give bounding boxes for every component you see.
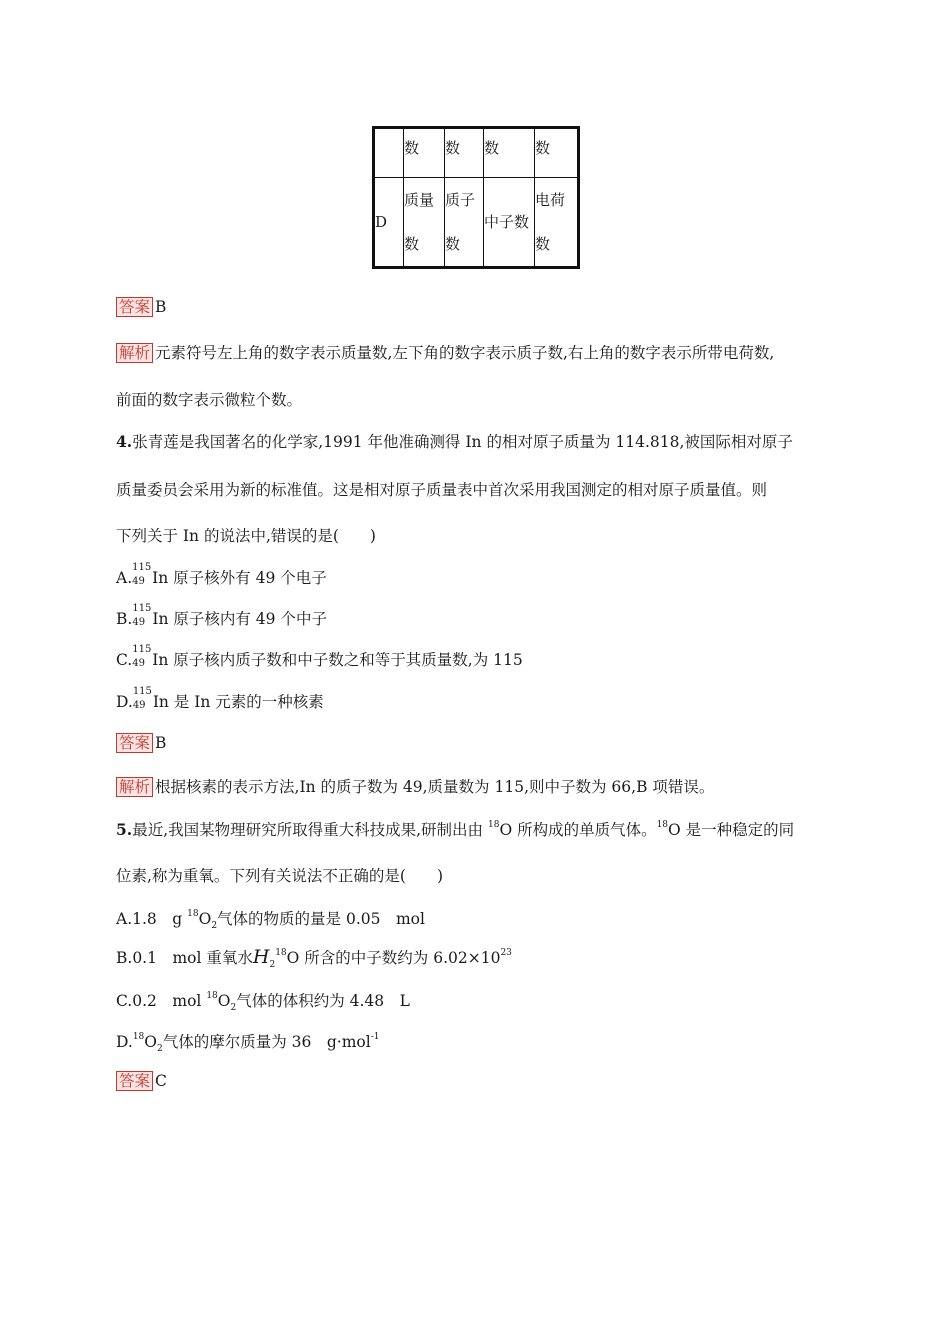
- table-cell: 质量 数: [404, 178, 445, 268]
- table-cell: 电荷 数: [535, 178, 579, 268]
- q4-stem-l2: 质量委员会采用为新的标准值。这是相对原子质量表中首次采用我国测定的相对原子质量值。则: [116, 481, 768, 499]
- table-cell: 质子 数: [445, 178, 484, 268]
- analysis-tag: 解析: [116, 343, 153, 363]
- table-cell: [374, 128, 404, 178]
- answer-tag: 答案: [116, 733, 153, 753]
- analysis-tag: 解析: [116, 777, 153, 797]
- q5-option-d: $D.^{18}O_2$气体的摩尔质量为 36 g·mol$^{-1}$: [116, 1032, 380, 1054]
- q3-analysis-cont: 前面的数字表示微粒个数。: [116, 391, 303, 409]
- table-cell: 数: [445, 128, 484, 178]
- q5-option-c: C.0.2 mol $^{18}O_2$气体的体积约为 4.48 L: [116, 991, 410, 1013]
- answer-tag: 答案: [116, 297, 153, 317]
- table-cell: 中子数: [484, 178, 535, 268]
- q3-analysis: 解析 元素符号左上角的数字表示质量数,左下角的数字表示质子数,右上角的数字表示所带电荷数,: [116, 341, 774, 363]
- q4-option-b: B. 115 49 In 原子核内有 49 个中子: [116, 603, 327, 628]
- table-cell: 数: [404, 128, 445, 178]
- q4-analysis: 解析 根据核素的表示方法,In 的质子数为 49,质量数为 115,则中子数为 66,B 项错误。: [116, 775, 714, 797]
- table-row-label: D: [374, 178, 404, 268]
- q4-option-c: C. 115 49 In 原子核内质子数和中子数之和等于其质量数,为 115: [116, 644, 523, 669]
- table-cell: 数: [484, 128, 535, 178]
- q5-option-b: B.0.1 mol 重氧水$H_2^{18}O$ 所含的中子数约为 $6.02\times 10^{23}$: [116, 946, 512, 970]
- q5-stem: 5.最近,我国某物理研究所取得重大科技成果,研制出由 $^{18}$O 所构成的单质气体。$^{18}$O 是一种稳定的同: [116, 820, 795, 839]
- q5-answer: 答案 C: [116, 1071, 167, 1091]
- answer-tag: 答案: [116, 1071, 153, 1091]
- q4-option-d: D. 115 49 In 是 In 元素的一种核素: [116, 686, 324, 711]
- table-cell: 数: [535, 128, 579, 178]
- q4-stem: 4.张青莲是我国著名的化学家,1991 年他准确测得 In 的相对原子质量为 114.818,被国际相对原子: [116, 432, 793, 451]
- q5-stem-l2: 位素,称为重氧。下列有关说法不正确的是( ): [116, 867, 444, 885]
- q3-answer: 答案 B: [116, 297, 166, 317]
- q4-option-a: A. 115 49 In 原子核外有 49 个电子: [116, 562, 327, 587]
- q4-answer: 答案 B: [116, 733, 166, 753]
- isotope-table: [372, 126, 580, 269]
- q4-stem-l3: 下列关于 In 的说法中,错误的是( ): [116, 527, 376, 545]
- q5-option-a: A.1.8 g $^{18}O_2$气体的物质的量是 0.05 mol: [116, 909, 425, 931]
